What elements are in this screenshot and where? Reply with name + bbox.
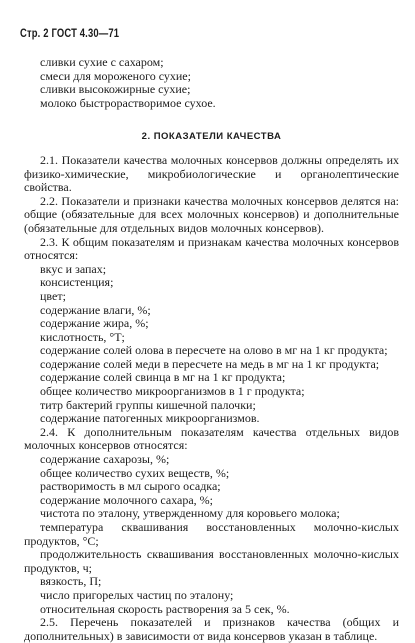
- list-item: содержание патогенных микроорганизмов.: [40, 411, 260, 426]
- list-item: содержание молочного сахара, %;: [40, 492, 214, 507]
- product-list: [24, 56, 399, 110]
- list-item: общее количество сухих веществ, %;: [40, 465, 230, 480]
- paragraph-2-5: 2.5. Перечень показателей и признаков качества (общих и дополнительных) в зависимости от вида консервов указан в таблице.: [24, 615, 399, 643]
- general-indicators-list: [24, 263, 399, 426]
- list-item: общее количество микроорганизмов в 1 г продукта;: [40, 384, 305, 399]
- list-item: титр бактерий группы кишечной палочки;: [40, 397, 256, 412]
- list-item: молоко быстрорастворимое сухое.: [40, 95, 216, 110]
- list-item: вязкость, П;: [40, 574, 102, 589]
- additional-indicators-list: [24, 453, 399, 616]
- list-item: относительная скорость растворения за 5 сек, %.: [40, 601, 290, 616]
- page-header: Стр. 2 ГОСТ 4.30—71: [20, 28, 120, 40]
- list-item: вкус и запах;: [40, 261, 107, 276]
- paragraph-2-4: 2.4. К дополнительным показателям качества отдельных видов молочных консервов относятся:: [24, 424, 399, 453]
- list-item: кислотность, °Т;: [40, 329, 125, 344]
- list-item: сливки сухие с сахаром;: [40, 55, 164, 69]
- list-item: сливки высокожирные сухие;: [40, 82, 191, 97]
- list-item: консистенция;: [40, 275, 114, 290]
- list-item: температура сквашивания восстановленных молочно-кислых продуктов, °С;: [24, 520, 399, 548]
- list-item: содержание сахарозы, %;: [40, 452, 170, 467]
- paragraph-2-3: 2.3. К общим показателям и признакам качества молочных консервов относятся:: [24, 234, 399, 263]
- list-item: содержание жира, %;: [40, 316, 149, 331]
- list-item: растворимость в мл сырого осадка;: [40, 479, 221, 494]
- list-item: цвет;: [40, 288, 66, 303]
- list-item: чистота по эталону, утвержденному для коровьего молока;: [40, 506, 340, 521]
- paragraph-2-1: 2.1. Показатели качества молочных консервов должны определять их физико-химические, микробиологические и органолептические свойства.: [24, 152, 399, 195]
- page-body: [24, 56, 399, 643]
- list-item: содержание солей олова в пересчете на олово в мг на 1 кг продукта;: [40, 343, 388, 358]
- list-item: содержание влаги, %;: [40, 302, 151, 317]
- list-item: продолжительность сквашивания восстановленных молочно-кислых продуктов, ч;: [24, 547, 399, 575]
- paragraph-2-2: 2.2. Показатели и признаки качества молочных консервов делятся на: общие (обязательные для всех молочных консервов) и дополнительные (обязательные для отдельных видов молочных консервов).: [24, 193, 399, 235]
- list-item: содержание солей свинца в мг на 1 кг продукта;: [40, 370, 286, 385]
- list-item: смеси для мороженого сухие;: [40, 68, 191, 83]
- list-item: содержание солей меди в пересчете на медь в мг на 1 кг продукта;: [40, 356, 380, 371]
- list-item: число пригорелых частиц по эталону;: [40, 587, 234, 602]
- section-title: 2. ПОКАЗАТЕЛИ КАЧЕСТВА: [141, 131, 282, 143]
